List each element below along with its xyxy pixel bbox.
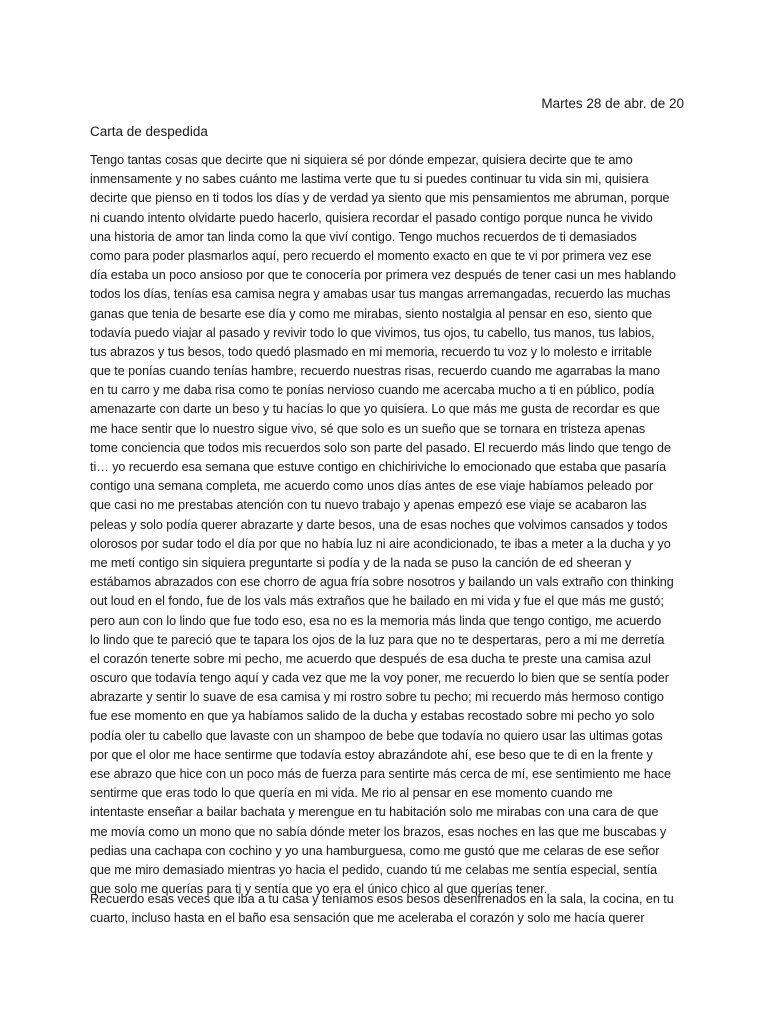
paragraph-line: día estaba un poco ansioso por que te conocería por primera vez después de tener casi un mes hablando bbox=[90, 268, 676, 283]
paragraph-line: que te ponías cuando tenías hambre, recuerdo nuestras risas, recuerdo cuando me agarrabas la mano bbox=[90, 364, 660, 379]
paragraph-line: que me miro demasiado mientras yo hacia el pedido, cuando tú me celabas me sentía especial, sentía bbox=[90, 862, 658, 877]
paragraph-line: abrazarte y sentir lo suave de esa camisa y mi rostro sobre tu pecho; mi recuerdo más hermoso contigo bbox=[90, 690, 664, 705]
paragraph-line: intentaste enseñar a bailar bachata y merengue en tu habitación solo me mirabas con una cara de que bbox=[90, 805, 659, 820]
paragraph-line: podía oler tu cabello que lavaste con un shampoo de bebe que todavía no quiero usar las ultimas gotas bbox=[90, 728, 663, 743]
letter-paragraph-2 bbox=[90, 890, 674, 928]
paragraph-line: peleas y solo podía querer abrazarte y darte besos, una de esas noches que volvimos cansados y todos bbox=[90, 517, 668, 532]
paragraph-line: estábamos abrazados con ese chorro de agua fría sobre nosotros y bailando un vals extraño con thinking bbox=[90, 575, 674, 590]
paragraph-line: una historia de amor tan linda como la que viví contigo. Tengo muchos recuerdos de ti demasiados bbox=[90, 229, 637, 244]
paragraph-line: ganas que tenia de besarte ese día y como me mirabas, siento nostalgia al pensar en eso, siento que bbox=[90, 306, 653, 321]
paragraph-line: ese abrazo que hice con un poco más de fuerza para sentirte más cerca de mí, ese sentimiento me hace bbox=[90, 767, 671, 781]
paragraph-line: sentirme que eras todo lo que quería en mi vida. Me rio al pensar en ese momento cuando me bbox=[90, 786, 613, 801]
paragraph-line: Tengo tantas cosas que decirte que ni siquiera sé por dónde empezar, quisiera decirte que te amo bbox=[90, 153, 633, 167]
paragraph-line: en tu carro y me daba risa como te ponías nervioso cuando me acercaba mucho a ti en público, podía bbox=[90, 383, 655, 398]
paragraph-line: Recuerdo esas veces que iba a tu casa y teníamos esos besos desenfrenados en la sala, la cocina, en tu bbox=[90, 892, 674, 906]
paragraph-line: cuarto, incluso hasta en el baño esa sensación que me aceleraba el corazón y solo me hacía querer bbox=[90, 911, 645, 926]
paragraph-line: por que el olor me hace sentirme que todavía estoy abrazándote ahí, ese beso que te di en la frente y bbox=[90, 747, 653, 762]
paragraph-line: amenazarte con darte un beso y tu hacías lo que yo quisiera. Lo que más me gusta de recordar es que bbox=[90, 402, 660, 417]
letter-paragraph-1 bbox=[90, 151, 676, 899]
paragraph-line: tus abrazos y tus besos, todo quedó plasmado en mi memoria, recuerdo tu voz y lo molesto e irritable bbox=[90, 344, 653, 359]
paragraph-line: me movía como un mono que no sabía dónde meter los brazos, esas noches en las que me buscabas y bbox=[90, 824, 667, 839]
paragraph-line: todavía puedo viajar al pasado y revivir todo lo que vivimos, tus ojos, tu cabello, tus manos, tus labios, bbox=[90, 325, 655, 340]
paragraph-line: lo lindo que te pareció que te tapara los ojos de la luz para que no te despertaras, pero a mi me derretía bbox=[90, 632, 665, 647]
paragraph-line: me hace sentir que lo nuestro sigue vivo, sé que solo es un sueño que se tornara en tristeza apenas bbox=[90, 421, 646, 436]
paragraph-line: fue ese momento en que ya habíamos salido de la ducha y estabas recostado sobre mi pecho yo solo bbox=[90, 709, 655, 724]
paragraph-line: oscuro que todavía tengo aquí y cada vez que me la voy poner, me recuerdo lo bien que se sentía poder bbox=[90, 671, 669, 686]
paragraph-line: ti… yo recuerdo esa semana que estuve contigo en chichiriviche lo emocionado que estaba que pasaría bbox=[90, 460, 667, 474]
paragraph-line: el corazón tenerte sobre mi pecho, me acuerdo que después de esa ducha te preste una camisa azul bbox=[90, 651, 651, 666]
paragraph-line: como para poder plasmarlos aquí, pero recuerdo el momento exacto en que te vi por primera vez ese bbox=[90, 248, 652, 263]
letter-title: Carta de despedida bbox=[90, 124, 208, 139]
letter-date: Martes 28 de abr. de 20 bbox=[541, 96, 684, 111]
paragraph-line: pero aun con lo lindo que fue todo eso, esa no es la memoria más linda que tengo contigo, me acuerdo bbox=[90, 613, 662, 628]
paragraph-line: olorosos por sudar todo el día por que no había luz ni aire acondicionado, te ibas a meter a la ducha y yo bbox=[90, 536, 671, 551]
paragraph-line: todos los días, tenías esa camisa negra y amabas usar tus mangas arremangadas, recuerdo las muchas bbox=[90, 287, 671, 302]
paragraph-line: que casi no me prestabas atención con tu nuevo trabajo y apenas empezó ese viaje se acabaron las bbox=[90, 498, 647, 513]
paragraph-line: decirte que pienso en ti todos los días y de verdad ya siento que mis pensamientos me abruman, porque bbox=[90, 191, 670, 206]
paragraph-line: me metí contigo sin siquiera preguntarte si podía y de la nada se puso la canción de ed sheeran y bbox=[90, 555, 632, 570]
paragraph-line: inmensamente y no sabes cuánto me lastima verte que tu si puedes continuar tu vida sin mi, quisiera bbox=[90, 172, 649, 187]
paragraph-line: out loud en el fondo, fue de los vals más extraños que he bailado en mi vida y fue el que más me gustó; bbox=[90, 594, 664, 609]
paragraph-line: ni cuando intento olvidarte puedo hacerlo, quisiera recordar el pasado contigo porque nunca he vivido bbox=[90, 210, 653, 225]
paragraph-line: que solo me querías para ti y sentía que yo era el único chico al que querías tener. bbox=[90, 882, 548, 897]
paragraph-line: tome conciencia que todos mis recuerdos solo son parte del pasado. El recuerdo más lindo que tengo de bbox=[90, 440, 671, 455]
paragraph-line: contigo una semana completa, me acuerdo como unos días antes de ese viaje habíamos peleado por bbox=[90, 479, 654, 494]
paragraph-line: pedias una cachapa con cochino y yo una hamburguesa, como me gustó que me celaras de ese señor bbox=[90, 843, 660, 858]
